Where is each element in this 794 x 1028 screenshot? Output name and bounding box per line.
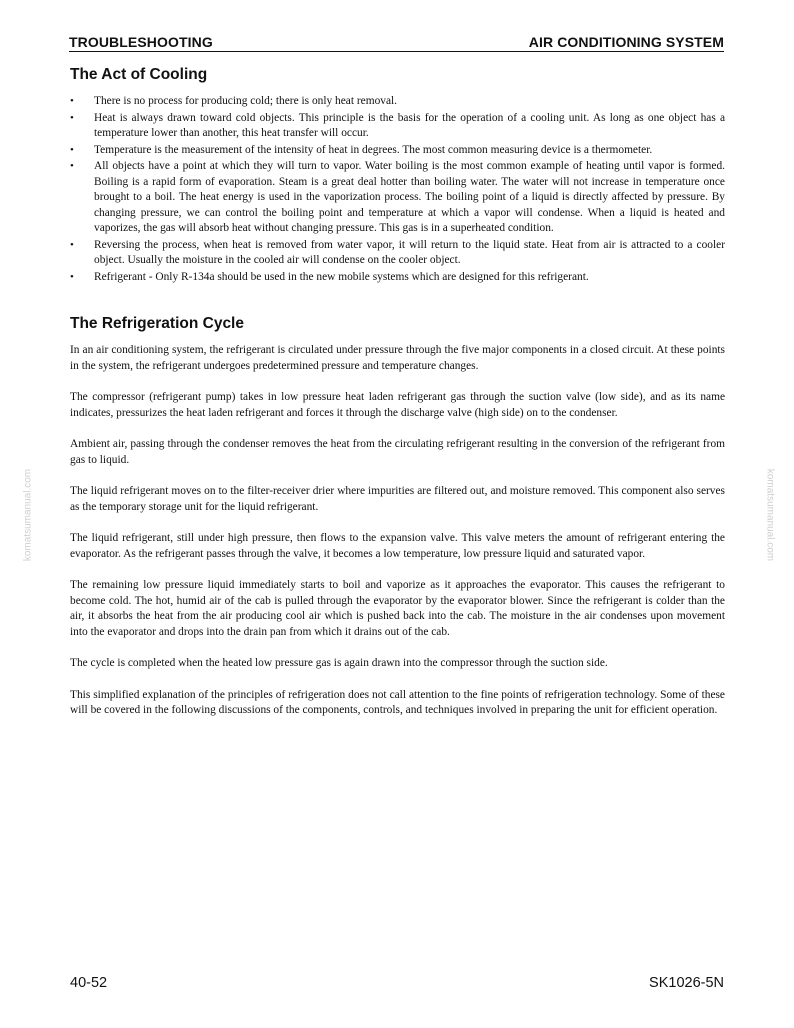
page-header <box>69 34 724 52</box>
bullet-item <box>70 238 725 269</box>
bullet-icon: • <box>70 95 74 107</box>
bullet-icon: • <box>70 160 74 172</box>
bullet-text: Reversing the process, when heat is removed from water vapor, it will return to the liquid state. Heat from air is attracted to a cooler object. Usually the moisture in the cooled air will condense on the cooler object. <box>94 238 725 266</box>
bullet-text: All objects have a point at which they will turn to vapor. Water boiling is the most common example of heating until vapor is formed. Boiling is a rapid form of evaporation. Steam is a great deal hotter than boiling water. The water will not increase in temperature once brought to a boil. The heat energy is used in the vaporization process. The boiling point of a liquid is directly affected by pressure. By changing pressure, we can control the boiling point and temperature at which a vapor will condense. When a liquid is heated and vaporizes, the gas will absorb heat without changing pressure. This gas is in a superheated condition. <box>94 160 725 234</box>
section-title-act-of-cooling: The Act of Cooling <box>70 66 208 83</box>
bullet-item <box>70 270 725 286</box>
bullet-icon: • <box>70 270 74 283</box>
bullet-icon: • <box>70 143 74 156</box>
bullet-icon: • <box>70 238 74 251</box>
paragraph: The remaining low pressure liquid immediately starts to boil and vaporize as it approaches the evaporator. This causes the refrigerant to become cold. The hot, humid air of the cab is pulled through the evaporator by the evaporator blower. Since the refrigerant is colder than the air, it absorbs the heat from the air producing cool air which is pushed back into the cab. The moisture in the air condenses upon movement into the evaporator and drops into the drain pan from which it drains out of the cab. <box>70 579 725 638</box>
page-content <box>70 66 725 735</box>
bullet-item <box>70 143 725 159</box>
document-code: SK1026-5N <box>649 975 724 991</box>
bullet-text: There is no process for producing cold; there is only heat removal. <box>94 95 398 107</box>
bullet-item <box>70 111 725 142</box>
section-title-refrigeration-cycle: The Refrigeration Cycle <box>70 315 244 332</box>
page-footer <box>70 975 724 991</box>
bullet-item <box>70 159 725 237</box>
paragraph: The compressor (refrigerant pump) takes in low pressure heat laden refrigerant gas through the suction valve (low side), and as its name indicates, pressurizes the heat laden refrigerant and forces it through the discharge valve (high side) on to the condenser. <box>70 391 725 419</box>
watermark-left: komatsumanual.com <box>22 468 34 562</box>
paragraph: The liquid refrigerant moves on to the filter-receiver drier where impurities are filtered out, and moisture removed. This component also serves as the temporary storage unit for the liquid refrigerant. <box>70 485 725 513</box>
watermark-right: komatsumanual.com <box>764 468 776 562</box>
paragraph: Ambient air, passing through the condenser removes the heat from the circulating refrigerant resulting in the conversion of the refrigerant from gas to liquid. <box>70 438 725 466</box>
bullet-text: Temperature is the measurement of the intensity of heat in degrees. The most common measuring device is a thermometer. <box>94 143 653 156</box>
bullet-text: Refrigerant - Only R-134a should be used in the new mobile systems which are designed for this refrigerant. <box>94 270 589 283</box>
paragraph: This simplified explanation of the principles of refrigeration does not call attention to the fine points of refrigeration technology. Some of these will be covered in the following discussions of the components, controls, and techniques involved in preparing the unit for efficient operation. <box>70 688 725 716</box>
header-chapter-label: AIR CONDITIONING SYSTEM <box>528 34 724 50</box>
bullet-icon: • <box>70 111 74 124</box>
header-section-label: TROUBLESHOOTING <box>69 34 213 50</box>
bullet-item <box>70 94 725 110</box>
page-number: 40-52 <box>70 975 108 991</box>
paragraph: The liquid refrigerant, still under high pressure, then flows to the expansion valve. This valve meters the amount of refrigerant entering the evaporator. As the refrigerant passes through the valve, it becomes a low temperature, low pressure liquid and saturated vapor. <box>70 532 725 560</box>
paragraph: The cycle is completed when the heated low pressure gas is again drawn into the compressor through the suction side. <box>70 657 608 669</box>
cooling-bullet-list <box>70 94 725 285</box>
refrigeration-cycle-section <box>70 315 725 719</box>
paragraph: In an air conditioning system, the refrigerant is circulated under pressure through the five major components in a closed circuit. At these points in the system, the refrigerant undergoes predetermined pressure and temperature changes. <box>70 344 725 372</box>
bullet-text: Heat is always drawn toward cold objects. This principle is the basis for the operation of a cooling unit. As long as one object has a temperature lower than another, this heat transfer will occur. <box>94 111 725 139</box>
